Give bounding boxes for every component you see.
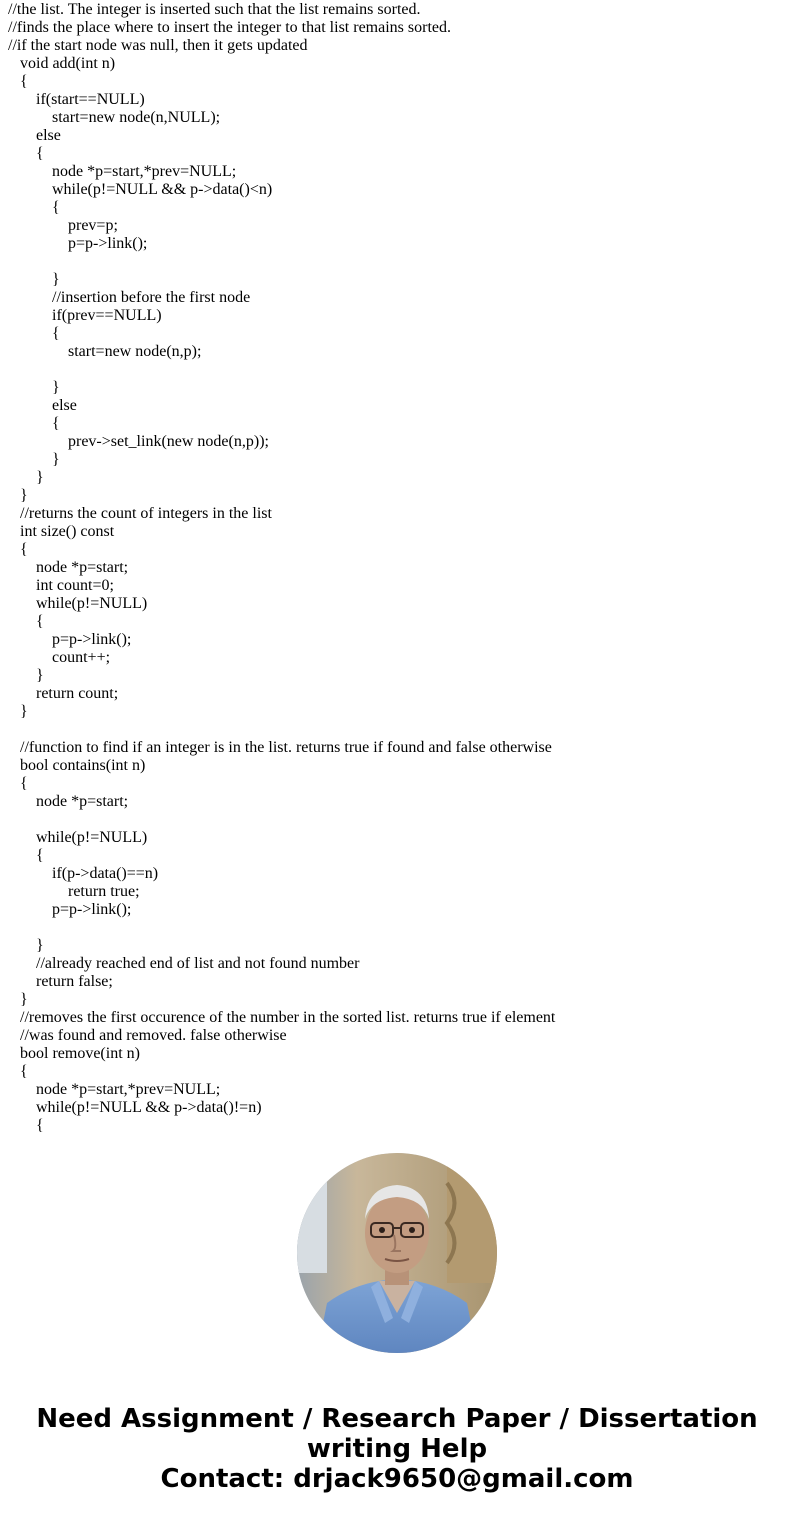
code-line: { [8,415,60,432]
code-line: prev->set_link(new node(n,p)); [8,433,269,450]
code-line: //insertion before the first node [8,289,251,306]
code-line: while(p!=NULL) [8,829,148,846]
code-line: node *p=start; [8,559,129,576]
code-line: void add(int n) [8,55,116,72]
author-photo [297,1153,497,1353]
code-line: return count; [8,685,119,702]
code-line: p=p->link(); [8,235,148,252]
code-line: //already reached end of list and not found number [8,955,360,972]
promo-contact: Contact: drjack9650@gmail.com [160,1464,634,1494]
code-line: else [8,127,61,144]
code-line: if(prev==NULL) [8,307,162,324]
code-line: //if the start node was null, then it gets updated [8,37,308,54]
code-line: { [8,325,60,342]
code-line: bool contains(int n) [8,757,146,774]
code-line: } [8,991,28,1008]
code-line: node *p=start; [8,793,129,810]
code-line: { [8,145,44,162]
code-line: //returns the count of integers in the list [8,505,272,522]
code-line: p=p->link(); [8,631,132,648]
code-line: } [8,667,44,684]
code-line: int count=0; [8,577,114,594]
code-line: } [8,379,60,396]
code-line: } [8,451,60,468]
code-line: //was found and removed. false otherwise [8,1027,287,1044]
code-line: //function to find if an integer is in the list. returns true if found and false otherwise [8,739,552,756]
code-line: } [8,703,28,720]
code-line: else [8,397,77,414]
code-line: //finds the place where to insert the integer to that list remains sorted. [8,19,451,36]
code-line: } [8,469,44,486]
code-line: int size() const [8,523,115,540]
portrait-image [297,1153,497,1353]
code-line: } [8,487,28,504]
code-listing [8,1,788,1135]
code-line: node *p=start,*prev=NULL; [8,1081,221,1098]
code-line: { [8,541,28,558]
code-line: while(p!=NULL && p->data()<n) [8,181,273,198]
code-line: p=p->link(); [8,901,132,918]
code-line: } [8,271,60,288]
code-line: } [8,937,44,954]
code-line [8,361,788,379]
promo-headline-continued: writing Help [306,1434,488,1464]
code-line: { [8,199,60,216]
code-line: while(p!=NULL && p->data()!=n) [8,1099,262,1116]
code-line: prev=p; [8,217,118,234]
code-line [8,721,788,739]
promo-headline: Need Assignment / Research Paper / Dissertation [36,1404,758,1434]
code-line: while(p!=NULL) [8,595,148,612]
code-line [8,811,788,829]
code-line: count++; [8,649,111,666]
code-line: { [8,73,28,90]
code-line: { [8,775,28,792]
code-line: { [8,847,44,864]
code-line: { [8,613,44,630]
code-line: { [8,1117,44,1134]
code-line: return false; [8,973,113,990]
code-line: if(start==NULL) [8,91,145,108]
code-line: if(p->data()==n) [8,865,159,882]
code-line: start=new node(n,NULL); [8,109,221,126]
code-line: //removes the first occurence of the number in the sorted list. returns true if element [8,1009,556,1026]
code-line: node *p=start,*prev=NULL; [8,163,237,180]
code-line [8,919,788,937]
code-line [8,253,788,271]
code-line: bool remove(int n) [8,1045,140,1062]
code-line: { [8,1063,28,1080]
promo-banner [0,1404,794,1494]
code-line: start=new node(n,p); [8,343,202,360]
code-line: //the list. The integer is inserted such that the list remains sorted. [8,1,421,18]
code-line: return true; [8,883,140,900]
